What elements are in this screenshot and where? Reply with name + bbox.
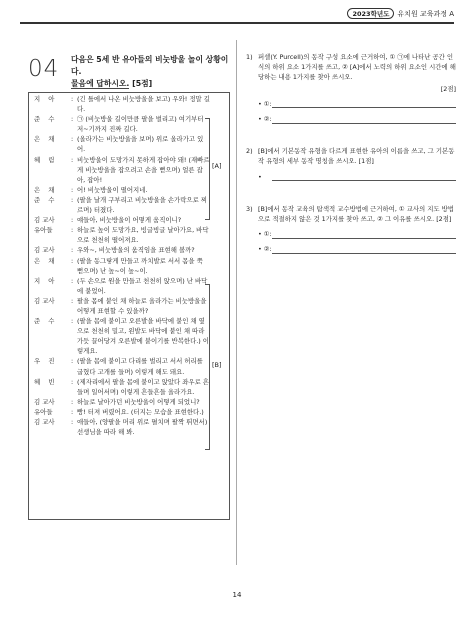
utterance: 하늘로 높이 도망가요, 빙글빙글 날아가요, 바닥으로 천천히 떨어져요. — [77, 226, 209, 245]
subject-title: 유치원 교육과정 A — [397, 9, 454, 18]
speaker: 준 수 — [34, 195, 55, 204]
colon: : — [71, 256, 74, 265]
sub-question-points: [2점] — [440, 84, 456, 93]
utterance: 팔을 몸에 붙인 채 하늘로 올라가는 비눗방울을 어떻게 표현할 수 있을까? — [77, 296, 207, 315]
answer-line — [272, 230, 456, 239]
colon: : — [71, 276, 74, 285]
answer-line — [272, 172, 456, 181]
dialogue-line — [34, 185, 210, 195]
sub-question-prompt — [246, 52, 456, 83]
speaker: 은 채 — [34, 256, 55, 265]
answer-label: • ②: — [258, 245, 272, 254]
dialogue-line — [34, 225, 210, 245]
utterance: (팔을 몸에 붙이고 다리를 벌리고 서서 허리를 굽혔다 고개를 들며) 이렇게 해도 돼요. — [77, 357, 203, 376]
answer-label: • ②: — [258, 115, 272, 124]
dialogue-line — [34, 377, 210, 397]
speaker: 혜 림 — [34, 155, 55, 164]
colon: : — [71, 397, 74, 406]
prompt-line-2: 물음에 답하시오. — [71, 79, 130, 88]
section-bracket-a — [205, 118, 210, 220]
utterance: ㉠ (비눗방울 길이만큼 팔을 벌리고) 여기부터 저∼기까지 진짜 길다. — [77, 115, 204, 134]
utterance: 비눗방울이 도망가지 못하게 잡아야 돼! (재빠르게 비눗방울을 잡으려고 손을 뻗으며) 얼른 잡아, 잡아! — [77, 155, 210, 184]
dialogue-line — [34, 94, 210, 114]
dialogue — [34, 94, 210, 437]
speaker: 유아들 — [34, 407, 53, 416]
colon: : — [71, 185, 74, 194]
section-label-a: [A] — [212, 162, 222, 170]
column-divider — [236, 40, 237, 565]
dialogue-line — [34, 134, 210, 154]
answer-label: • ①: — [258, 230, 272, 239]
dialogue-line — [34, 356, 210, 376]
colon: : — [71, 115, 74, 124]
sub-question-text: [B]에서 기본동작 유형을 다르게 표현한 유아의 이름을 쓰고, 그 기본동작 유형의 세부 동작 명칭을 쓰시오. [1점] — [258, 147, 455, 166]
page-number: 14 — [232, 591, 242, 599]
colon: : — [71, 216, 74, 225]
answer-row — [258, 172, 456, 182]
utterance: (올라가는 비눗방울을 보며) 위로 올라가고 있어. — [77, 135, 204, 154]
answer-label: • ①: — [258, 99, 272, 108]
colon: : — [71, 195, 74, 204]
utterance: 애들아, (양팔을 머리 위로 펼치며 팔짝 뛰면서) 선생님을 따라 해 봐. — [77, 418, 208, 437]
answer-row — [258, 114, 456, 124]
utterance: (두 손으로 원을 만들고 천천히 앉으며) 난 바닥에 붙었어. — [77, 276, 208, 295]
colon: : — [71, 377, 74, 386]
sub-question-number: 3) — [246, 204, 253, 213]
question-number: 04 — [28, 56, 60, 82]
colon: : — [71, 317, 74, 326]
section-label-b: [B] — [212, 361, 222, 369]
colon: : — [71, 95, 74, 103]
prompt-line-1: 다음은 5세 반 유아들의 비눗방울 놀이 상황이다. — [71, 55, 229, 76]
sub-question — [246, 52, 456, 124]
speaker: 은 채 — [34, 135, 55, 144]
answer-line — [272, 245, 456, 254]
speaker: 준 수 — [34, 115, 55, 124]
dialogue-line — [34, 155, 210, 185]
question-points: [5점] — [132, 79, 153, 88]
answer-row — [258, 229, 456, 239]
speaker: 지 아 — [34, 276, 55, 285]
section-bracket-b — [205, 284, 210, 450]
speaker: 지 아 — [34, 95, 55, 103]
sub-question-number: 1) — [246, 53, 253, 61]
sub-question-prompt — [246, 146, 456, 166]
answer-line — [272, 115, 456, 124]
dialogue-line — [34, 407, 210, 417]
dialogue-line — [34, 245, 210, 255]
answer-line — [272, 99, 456, 108]
sub-questions — [246, 52, 456, 255]
speaker: 김 교사 — [34, 418, 55, 426]
sub-question — [246, 146, 456, 182]
colon: : — [71, 155, 74, 164]
header-rule — [20, 22, 454, 24]
answer-row — [258, 244, 456, 254]
utterance: 빵! 터져 버렸어요. (터지는 모습을 표현한다.) — [77, 407, 204, 416]
colon: : — [71, 418, 74, 426]
utterance: (팔을 날개 구부리고 비눗방울을 손가락으로 찌르며) 터졌다. — [77, 195, 207, 215]
sub-question-prompt — [246, 204, 456, 224]
answer-label: • — [258, 172, 262, 181]
dialogue-line — [34, 276, 210, 296]
utterance: 우와∼, 비눗방울의 움직임을 표현해 볼까? — [77, 246, 195, 255]
speaker: 우 진 — [34, 357, 55, 366]
colon: : — [71, 357, 74, 366]
colon: : — [71, 407, 74, 416]
answer-row — [258, 99, 456, 109]
colon: : — [71, 246, 74, 255]
dialogue-line — [34, 316, 210, 356]
utterance: (팔을 몸에 붙이고 오른발을 바닥에 붙인 채 옆으로 천천히 밀고, 왼발도 바닥에 붙인 채 따라가듯 끌어당겨 오른발에 붙이기를 반복한다.) 이렇게요. — [77, 317, 209, 356]
sub-question-number: 2) — [246, 147, 253, 156]
dialogue-line — [34, 256, 210, 276]
page-header — [347, 8, 454, 19]
utterance: (제자리에서 팔을 몸에 붙이고 앉았다 좌우로 흔들며 일어서며) 이렇게 흔들흔들 올라가요. — [77, 377, 209, 396]
speaker: 혜 빈 — [34, 377, 55, 386]
speaker: 유아들 — [34, 226, 53, 235]
dialogue-line — [34, 417, 210, 437]
question-prompt — [71, 54, 231, 90]
dialogue-line — [34, 397, 210, 407]
colon: : — [71, 226, 74, 235]
utterance: 하늘로 날아가던 비눗방울이 어떻게 되었니? — [77, 397, 200, 406]
utterance: 어! 비눗방울이 떨어지네. — [77, 185, 148, 194]
sub-question-text: [B]에서 동작 교육의 탐색적 교수방법에 근거하여, ① 교사의 지도 방법으로 적절하지 않은 것 1가지를 찾아 쓰고, ② 그 이유를 쓰시오. [2점] — [258, 204, 454, 224]
utterance: 얘들아, 비눗방울이 어떻게 움직이니? — [77, 216, 182, 225]
utterance: (긴 틀에서 나온 비눗방울을 보고) 우와! 정말 길다. — [77, 95, 210, 114]
speaker: 김 교사 — [34, 216, 55, 225]
speaker: 김 교사 — [34, 246, 55, 255]
speaker: 김 교사 — [34, 397, 55, 406]
colon: : — [71, 135, 74, 144]
speaker: 은 채 — [34, 185, 55, 194]
speaker: 김 교사 — [34, 296, 55, 305]
utterance: (팔을 동그랗게 만들고 까치발로 서서 몸을 쭉 뻗으며) 난 높∼이 높∼이. — [77, 256, 203, 275]
dialogue-line — [34, 195, 210, 215]
sub-question-text: 퍼셀(Y. Purcell)의 동작 구성 요소에 근거하여, ① ㉠에 나타난 공간 인식의 하위 요소 1가지를 쓰고, ② [A]에서 노력의 하위 요소인 시간에 해당하는 내용 1가지를 찾아 쓰시오. — [258, 53, 456, 82]
sub-question — [246, 204, 456, 255]
dialogue-line — [34, 114, 210, 134]
speaker: 준 수 — [34, 317, 55, 326]
dialogue-line — [34, 215, 210, 225]
colon: : — [71, 296, 74, 305]
year-badge: 2023학년도 — [347, 8, 394, 19]
dialogue-line — [34, 296, 210, 316]
